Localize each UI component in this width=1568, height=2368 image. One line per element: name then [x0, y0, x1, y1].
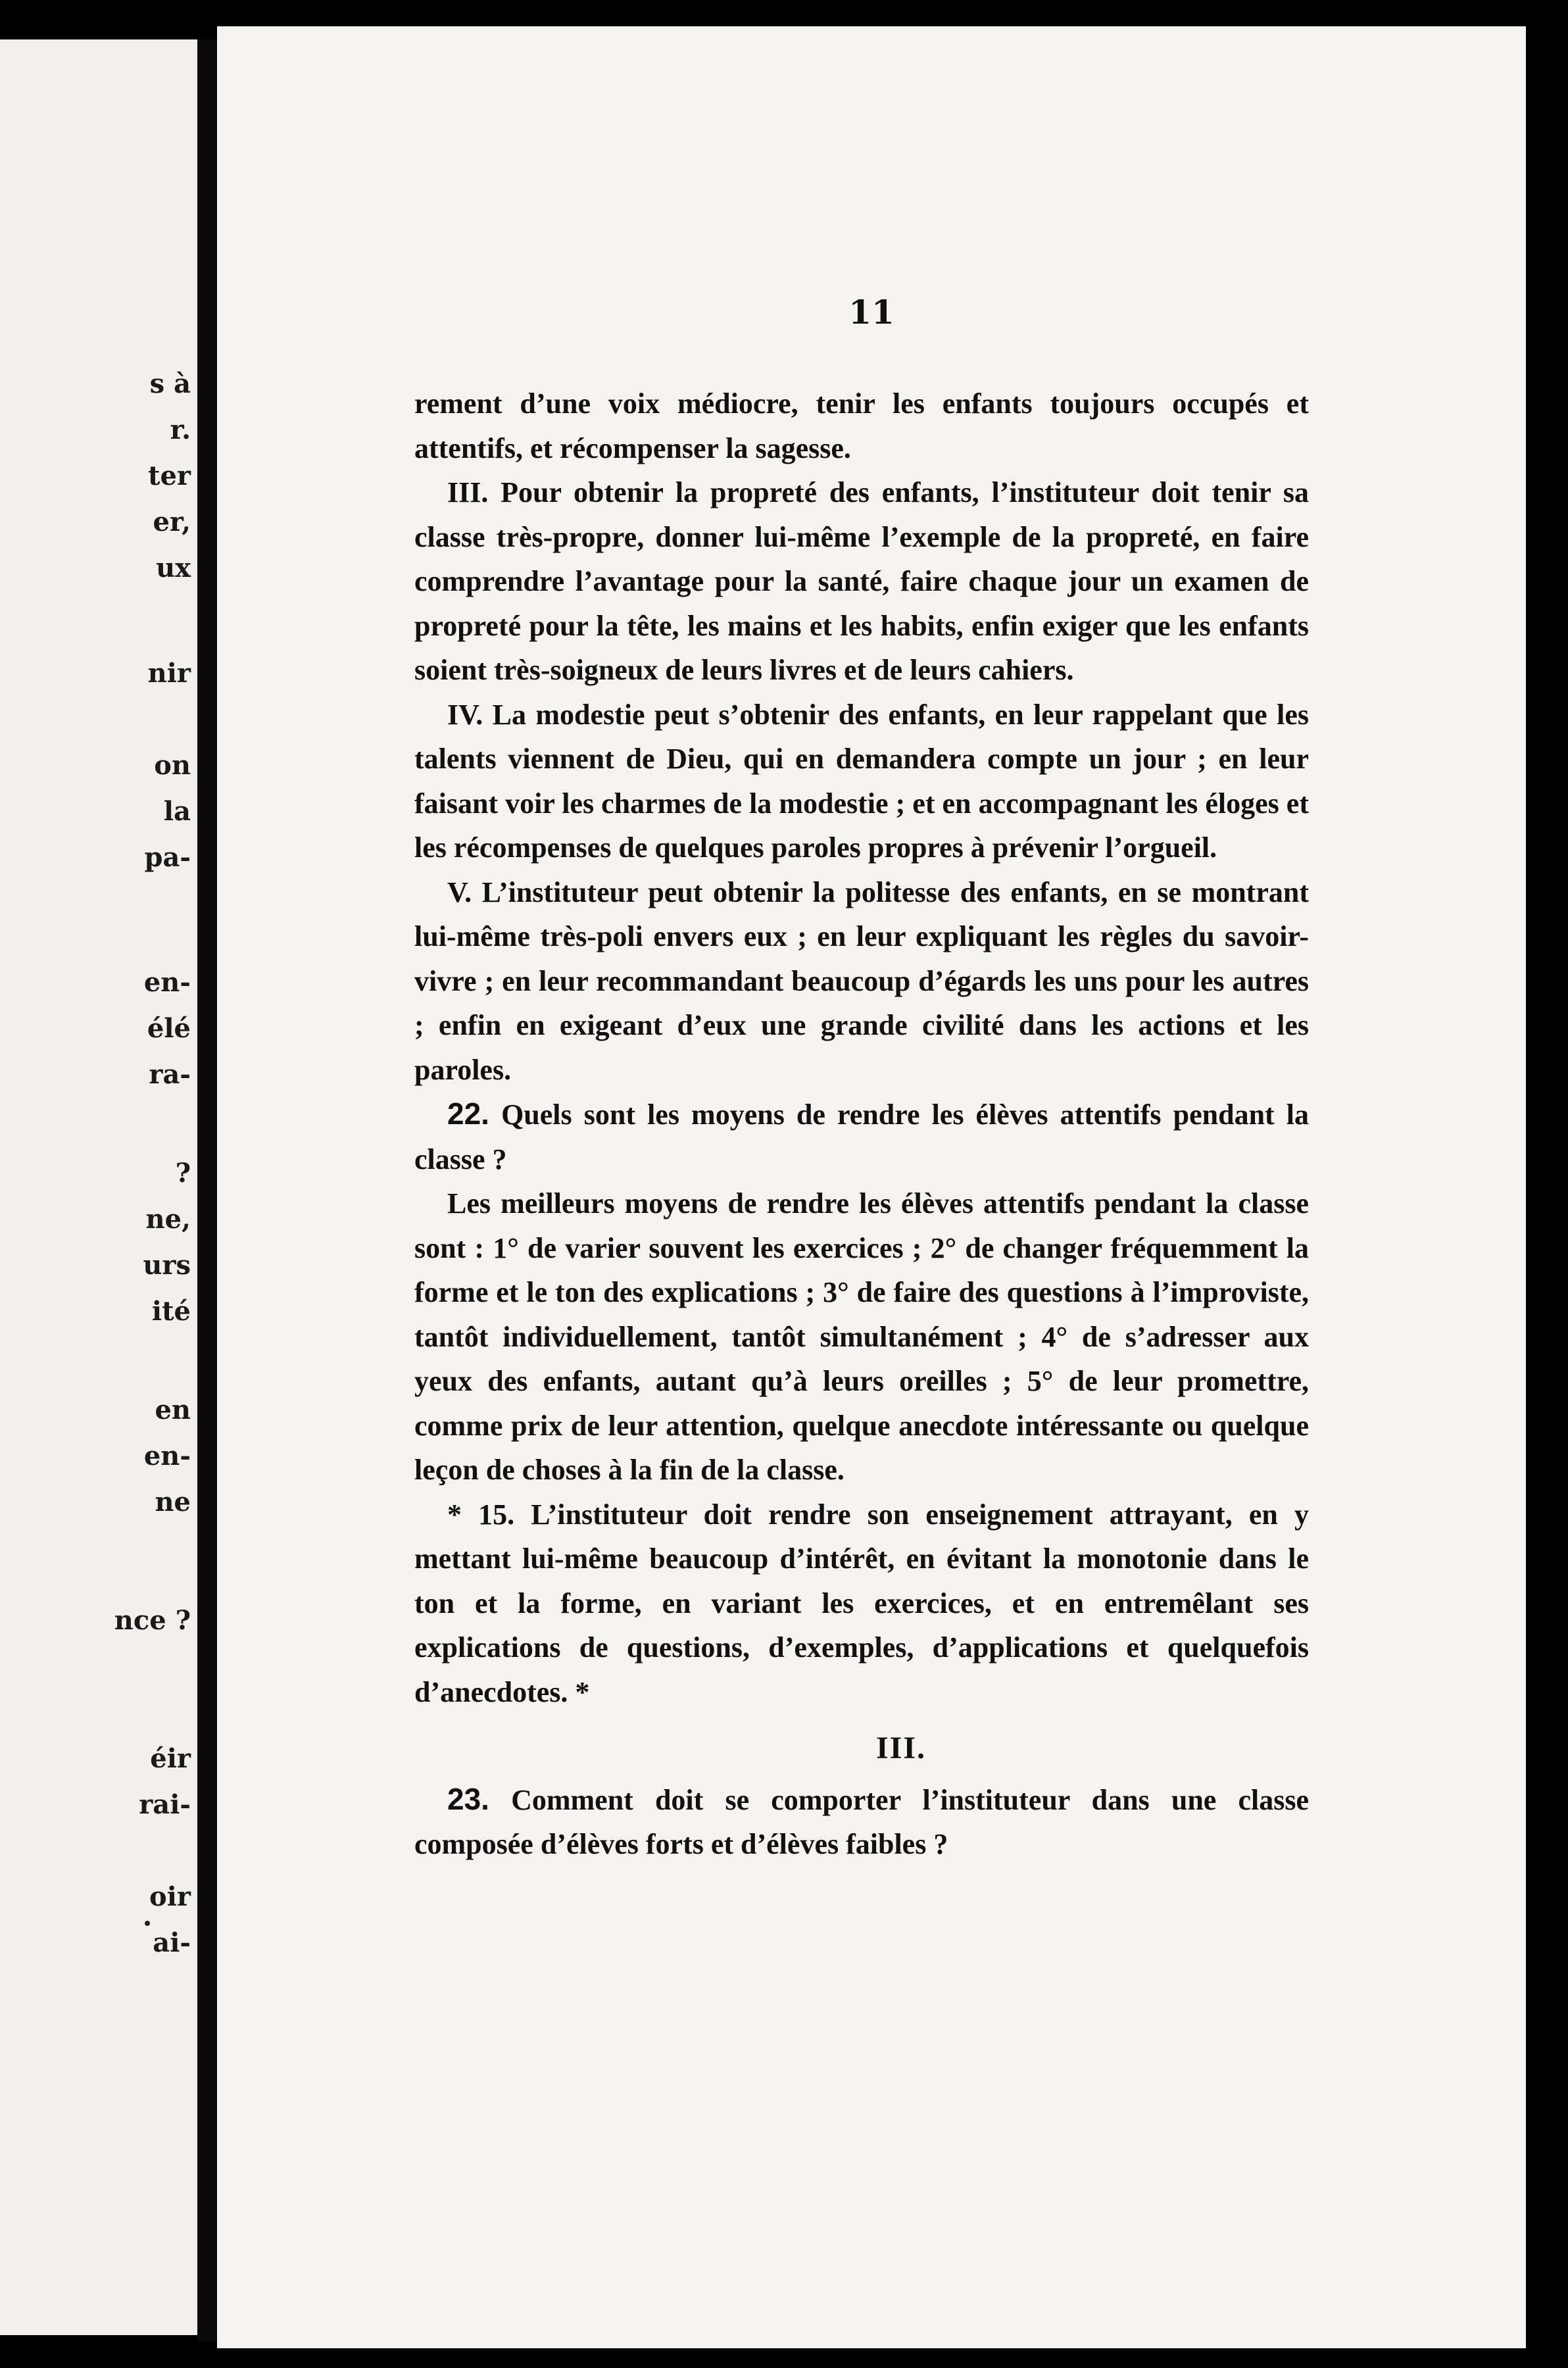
fragment: ter: [148, 460, 191, 491]
section-heading: [414, 1726, 1309, 1771]
fragment: ai-: [153, 1927, 191, 1958]
fragment: ne,: [145, 1204, 191, 1235]
fragment: rai-: [139, 1789, 191, 1820]
section-heading-text: III.: [875, 1731, 927, 1765]
fragment: er,: [153, 506, 191, 537]
fragment: s à: [149, 368, 191, 399]
fragment: pa-: [144, 842, 191, 873]
speck: [145, 1921, 150, 1926]
fragment: ?: [175, 1158, 191, 1189]
book-gutter: [197, 39, 217, 2342]
fragment: urs: [143, 1250, 191, 1281]
fragment: nir: [147, 658, 191, 689]
fragment: on: [154, 750, 191, 781]
fragment: en-: [143, 1441, 191, 1471]
fragment: r.: [170, 414, 191, 445]
question-text: Quels sont les moyens de rendre les élèves attentifs pendant la classe ?: [414, 1098, 1310, 1175]
fragment: ne: [155, 1487, 191, 1517]
question-23: [414, 1777, 1309, 1867]
paragraph-iii: III. Pour obtenir la propreté des enfants, l’instituteur doit tenir sa classe très-propre, donner lui-même l’exemple de la propreté, en faire comprendre l’avantage pour la santé, faire chaque jour un examen de propreté pour la tête, les mains et les habits, enfin exiger que les enfants soient très-soigneux de leurs livres et de leurs cahiers.: [414, 476, 1309, 686]
paragraph-v: V. L’instituteur peut obtenir la politesse des enfants, en se montrant lui-même très-poli envers eux ; en leur expliquant les règles du savoir-vivre ; en leur recommandant beaucoup d’égards les uns pour les autres ; enfin en exigeant d’eux une grande civilité dans les actions et les paroles.: [414, 876, 1309, 1086]
fragment: oir: [149, 1881, 191, 1912]
question-text: Comment doit se comporter l’instituteur dans une classe composée d’élèves forts et d’élèves faibles ?: [414, 1783, 1309, 1860]
question-number: 22.: [447, 1097, 489, 1131]
fragment: éir: [150, 1743, 191, 1774]
page-number: 11: [848, 293, 894, 332]
question-22: [414, 1092, 1309, 1181]
fragment: ux: [156, 553, 191, 583]
answer-22: Les meilleurs moyens de rendre les élèves attentifs pendant la classe sont : 1° de varier souvent les exercices ; 2° de changer fréquemment la forme et le ton des explications ; 3° de faire des questions à l’improviste, tantôt individuellement, tantôt simultanément ; 4° de s’adresser aux yeux des enfants, autant qu’à leurs oreilles ; 5° de leur promettre, comme prix de leur attention, quelque anecdote intéressante ou quelque leçon de choses à la fin de la classe.: [414, 1187, 1309, 1486]
question-number: 23.: [447, 1781, 489, 1816]
facing-page-fragment: [0, 39, 197, 2335]
paragraph-iv: IV. La modestie peut s’obtenir des enfants, en leur rappelant que les talents viennent de Dieu, qui en demandera compte un jour ; en leur faisant voir les charmes de la modestie ; et en accompagnant les éloges et les récompenses de quelques paroles propres à prévenir l’orgueil.: [414, 698, 1309, 864]
book-page: [217, 26, 1526, 2348]
fragment: ra-: [149, 1059, 191, 1090]
fragment: la: [163, 796, 191, 827]
paragraph: rement d’une voix médiocre, tenir les enfants toujours occupés et attentifs, et récompenser la sagesse.: [414, 387, 1309, 464]
fragment: ité: [151, 1296, 191, 1327]
note-15: * 15. L’instituteur doit rendre son enseignement attrayant, en y mettant lui-même beaucoup d’intérêt, en évitant la monotonie dans le ton et la forme, en variant les exercices, et en entremêlant ses explications de questions, d’exemples, d’applications et quelquefois d’anecdotes. *: [414, 1498, 1309, 1708]
fragment: élé: [147, 1013, 191, 1044]
page-body: [414, 382, 1309, 1867]
fragment: en: [155, 1394, 191, 1425]
fragment: nce ?: [114, 1605, 191, 1636]
fragment: en-: [143, 967, 191, 998]
